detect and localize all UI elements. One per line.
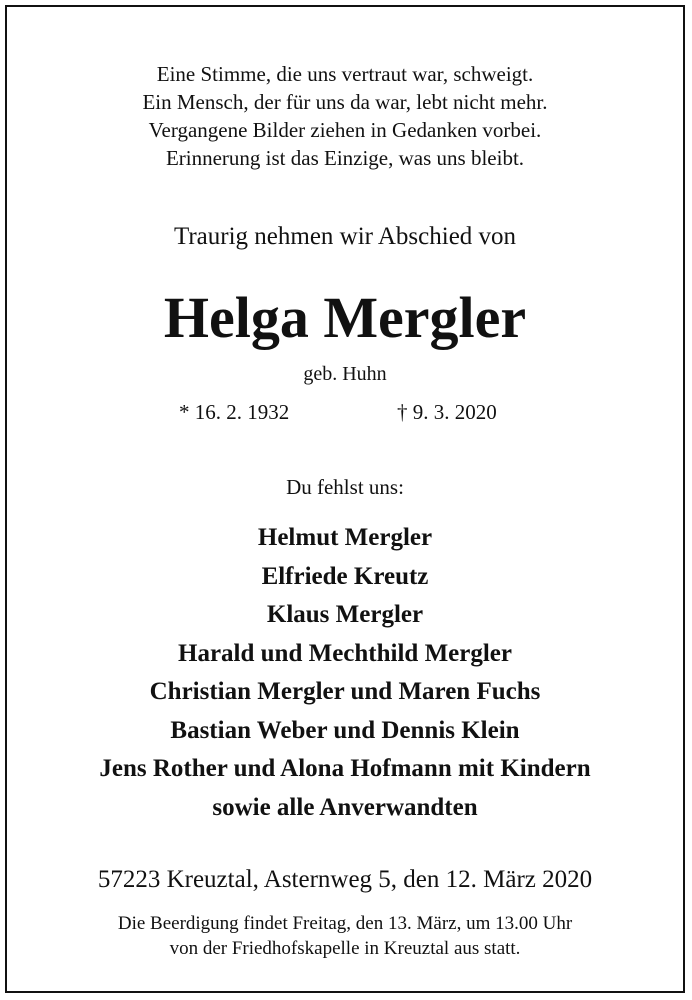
poem-line: Erinnerung ist das Einzige, was uns bleibt. xyxy=(165,146,525,170)
death-date: † 9. 3. 2020 xyxy=(397,400,497,424)
poem-line: Vergangene Bilder ziehen in Gedanken vorbei. xyxy=(148,118,542,142)
funeral-info xyxy=(7,911,683,961)
funeral-line: Die Beerdigung findet Freitag, den 13. März, um 13.00 Uhr xyxy=(117,913,573,934)
birth-date: * 16. 2. 1932 xyxy=(179,400,290,424)
mourner: sowie alle Anverwandten xyxy=(212,793,478,821)
funeral-line: von der Friedhofskapelle in Kreuztal aus statt. xyxy=(169,938,521,959)
mourner: Harald und Mechthild Mergler xyxy=(178,639,512,667)
mourner: Helmut Mergler xyxy=(257,524,433,551)
maiden-name: geb. Huhn xyxy=(303,363,387,385)
mourner: Elfriede Kreutz xyxy=(261,562,429,590)
obituary-frame xyxy=(5,5,685,993)
mourner: Klaus Mergler xyxy=(266,601,424,628)
mourner: Christian Mergler und Maren Fuchs xyxy=(149,678,541,705)
address-line: 57223 Kreuztal, Asternweg 5, den 12. März 2020 xyxy=(97,866,593,893)
poem-line: Ein Mensch, der für uns da war, lebt nicht mehr. xyxy=(142,90,548,114)
poem xyxy=(7,60,683,172)
deceased-name: Helga Mergler xyxy=(163,285,527,350)
farewell-intro: Traurig nehmen wir Abschied von xyxy=(173,223,517,250)
poem-line: Eine Stimme, die uns vertraut war, schweigt. xyxy=(156,62,534,86)
mourner: Bastian Weber und Dennis Klein xyxy=(170,716,520,744)
mourners-list xyxy=(7,519,683,827)
mourner: Jens Rother und Alona Hofmann mit Kindern xyxy=(99,755,591,782)
missing-text: Du fehlst uns: xyxy=(286,475,404,499)
